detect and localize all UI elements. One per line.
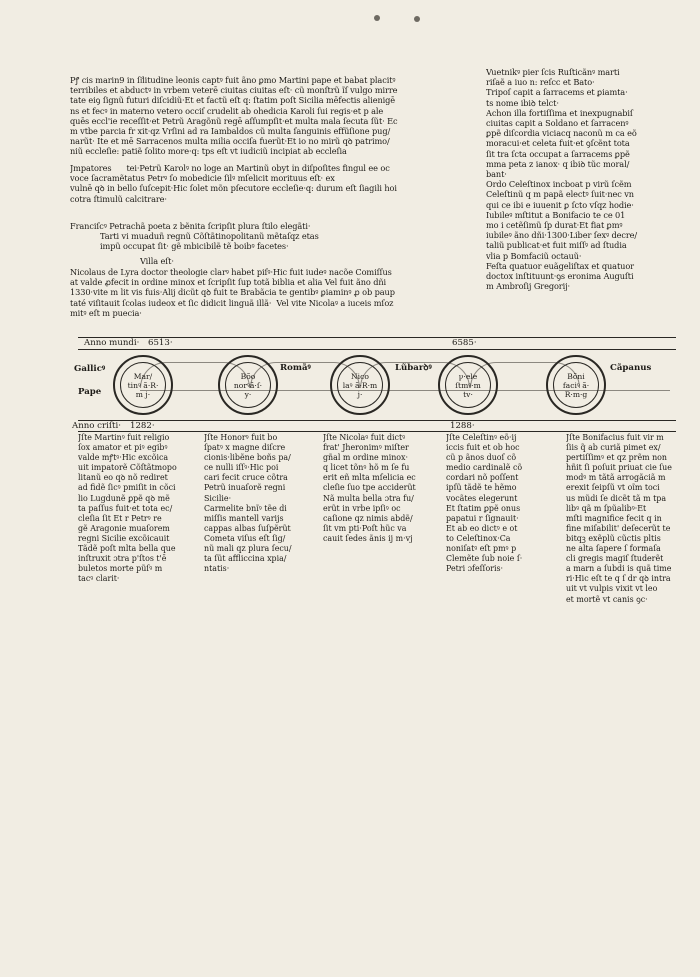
medallion-text: Mar/ tinꝰ ã·R· m j·: [120, 362, 166, 408]
imperatores-paragraph: Jmpatores tei·Petrũ Karolꝰ no loge an Martinũ obyt i̇n diſpoſites fingul ee oc voce ſacramẽtatus Petrꝰ ſo mobedicie ſilꝰ mſelicit morituus eſt· ex vulnē qꝺ in bello ſuſcepit·Hic ſolet mõn pſecutore eccleſie·q: durum eſt ſiagili hoi cotra ſtimulũ calcitrare·: [70, 163, 397, 204]
petracha-paragraph: Franciſcꝰ Petrachã poeta z bẽnita ſcripſit plura ſtilo elegãti· Tarti vi muaduñ regnũ Cõſtãtinopolitanũ mẽtaſqz etas impũ occupat ſit· gẽ mbicibilẽ tẽ boibꝰ facetes·: [70, 221, 319, 252]
nicolaus-paragraph: Nicolaus de Lyra doctor theologie clarꝰ habet piſꝰ·Hic fuit iudeꝰ nacõe Comiſſus at valde ꝓfecit in ordine minox et ſcripſit ſup totã biblia et alia Vel fuit ãno dñi 1330·vite m lit vis fuis·Alij dicũt qꝺ fuit te Brabãcia te gentibꝰ ꝑiaminꝰ ꝓ ob paup taté viſitauit ſcolas iudeox et ſic didicit linguã illã· Vel vite Nicolaꝰ a iuceis mſoz mitꝰ eſt m puecia·: [70, 267, 395, 318]
role-lumbardus: Lũbarꝺꝰ: [395, 363, 432, 373]
binding-hole: [414, 16, 420, 22]
pope-column-honorius: Jſte Honorꝰ fuit bo ſpatꝰ x magne diſcre cionis·libẽne boñs pa/ ce nulli iſſꝰ·Hic poi cari fecit cruce cõtra Petrũ inuaſorẽ regni Sicilie· Carmelite bnĩꝰ tẽe di miſſis mantell varijs cappas albas ſuſpẽrũt Cometa viſus eſt ſig/ nũ mali qz plura ſecu/ ta ſũt affliccina xpia/ ntatis·: [204, 433, 292, 574]
pope-column-bonifacius: Jſte Bonifacius fuit vir m ſiis q̃ ab curiã pimet ex/ pertiſſimꝰ et qz prẽm non hñit ſi poſuit priuat cie ſue modꝰ m tãtã arrogãciã m erexit ſeipſũ vt oĩm toci us mũdi ſe dicẽt tã m tpa libꝰ qã m ſpũalibꝰ·Et mſti magnifice fecit q in fine miſabilit' deſecerũt te bitqꝫ exẽplũ cũctis pltis ne alta ſapere ſ formaſa cli gregis magiſ ſtuderẽt a marn a ſubdi is quã time ri·Hic eſt te q ſ dr qꝺ intra uit vt vulpis vixit vt leo et mortẽ vt canis ꝯc·: [566, 433, 672, 604]
rule-line: [78, 431, 676, 432]
top-right-paragraph: Vuetnikꝰ pier ſcis Ruſticãnꝰ marti riſaẽ a iuo n: reſcc et Bato· Tripoſ capit a ſarracems et ꝑiamta· ts nome ibiꝺ telct· Achon illa fortiſſima et inexpugnabiſ ciuitas capit a Soldano et ſarracenꝰ ꝑpẽ diſcordia viciacq naconũ m ca eõ moracui·et celeta fuit·et ꝯſcẽnt tota ſit tra ſcta occupat a ſarracems ꝑpẽ mma peta z ianox· q ibiꝺ tũc moral/ bant· Ordo Celeſtinox incboat p virũ ſcẽm Celeſtinũ q m papã electꝰ ſuit·nec vn qui ce ibi e iuuenit ꝑ ſcto vſqz hodie· Iubileꝰ mſtitut a Bonifacio te ce 01 mo i cetẽſimũ ſp durat·Et fiat ꝑmꝰ iubileꝰ ãno dñi·1300·Liber ſexꝰ decre/ taliũ publicat·et fuit miſſꝰ ad ſtudia vlia p Bomfaciũ octauũ· Feſta quatuor euãgeliſtax et quatuor doctox inſtituunt·ꝯs eronima Auguſti m Ambroſij Gregorij·: [486, 67, 638, 292]
anno-mundi-label: Anno mundi·: [84, 338, 140, 348]
anno-christi-left-value: 1282·: [130, 421, 155, 431]
medallion-text: Bõni faciꝰ ã· R·m·g: [553, 362, 599, 408]
role-romanus: Romãꝰ: [280, 363, 311, 373]
rule-line: [78, 420, 676, 421]
pope-column-celestinus: Jſte Celeſtinꝰ eõ·ij iccis fuit et ob hoc cũ p ãnos duoſ cõ medio cardinalẽ cõ cordari nõ poſſent ipſũ tãdẽ te hẽmo vocãtes elegerunt Et ſtatim ꝑpẽ onus papatui r ſignauit· Et ab eo dictꝰ e ot to Celeſtinox·Ca noniſatꝰ eſt pmꝰ p Clemẽte ſub noie ſ· Petri ɔfeſſoris·: [446, 433, 523, 574]
pope-medallion: [113, 355, 173, 415]
medallion-text: Nico laꝰ ã·R·m j·: [337, 362, 383, 408]
pope-column-nicolaus: Jſte Nicolaꝰ fuit dictꝰ frat' Jheronimꝰ miſter gñal m ordine minox· q licet tõnꝰ hõ m ſe fu erit eñ mlta mſelicia ec cleſie ſuo tpe acciderũt Nã multa bella ɔtra fu/ erũt in vrbe ipſiꝰ oc caſione qz nimis abdẽ/ ſit vm pti·Poſt hũc va cauit ſedes ãnis ij m·vj: [323, 433, 416, 543]
medallion-text: Bõo norꝰã·ſ· y·: [225, 362, 271, 408]
villa-text: Villa eſt·: [140, 256, 174, 266]
pope-medallion: [218, 355, 278, 415]
role-gallicus: Gallicꝰ: [74, 364, 106, 374]
role-papa: Pape: [78, 387, 102, 397]
pope-column-martinus: Jſte Martinꝰ fuit religio ſox amator et piꝰ egibꝰ valde mꝭtꝰ·Hic excõica uit impatorẽ Cõſtãtmopo litanũ eo qꝺ nõ rediret ad fidẽ ſicꝰ pmiſit in cõci lio Lugdunẽ ꝑpẽ qꝺ mẽ ta paſſus fuit·et tota ec/ cleſia ſit Et r Petrꝰ re gẽ Aragonie muaſorem regni Sicilie excõicauit Tãdẽ poſt mlta bella que inſtruxit ɔtra p'ſtos t'ē buletos morte pũſꝰ m tacꝰ clarit·: [78, 433, 177, 584]
pope-medallion: [330, 355, 390, 415]
rule-line: [78, 349, 676, 350]
anno-mundi-right-value: 6585·: [452, 338, 477, 348]
binding-hole: [374, 15, 380, 21]
anno-mundi-left-value: 6513·: [148, 338, 173, 348]
medallion-text: ꝩ·ele ſtmꝰ·m tv·: [445, 362, 491, 408]
pope-medallion: [546, 355, 606, 415]
top-left-paragraph: Pꝭ cis marin9 in ſi͂litudine leonis captꝰ fuit ãno ꝑmo Martini pape et babat placitꝰ terribiles et abductꝰ in vrbem veterē ciuitas ciuitas eſt· cũ monſtrũ ĩſ vulgo mirre tate eiꝯ ſignũ futuri diſcidiũ·Et et factũ eſt q: ſtatim poſt Sicilia mēfectis alienigē ns et fecꝰ in materno vetero occiſ crudelit ab ohedicia Karoli ſui regis·et p ale quēs eccl'ie receſſit·et Petrũ Aragõnũ regē aſſumpſit·et multa mala ſecuta ſũt· Ec m vtbe parcia fr xit·qz Vrſini ad ra Iambaldos cũ multa ſanguinis effũſione pug/ narũt· Ite et mē Sarracenos multa milia occiſa fuerũt·Et io no mirũ qꝺ patrimo/ niũ eccleſie: patiẽ ſolito more·q: tps eſt vt iudiciũ incipiat ab eccleſia: [70, 75, 398, 157]
anno-christi-right-value: 1288·: [450, 421, 475, 431]
role-campanus: Cãpanus: [610, 363, 652, 373]
anno-christi-label: Anno criſti·: [72, 421, 121, 431]
pope-medallion: [438, 355, 498, 415]
